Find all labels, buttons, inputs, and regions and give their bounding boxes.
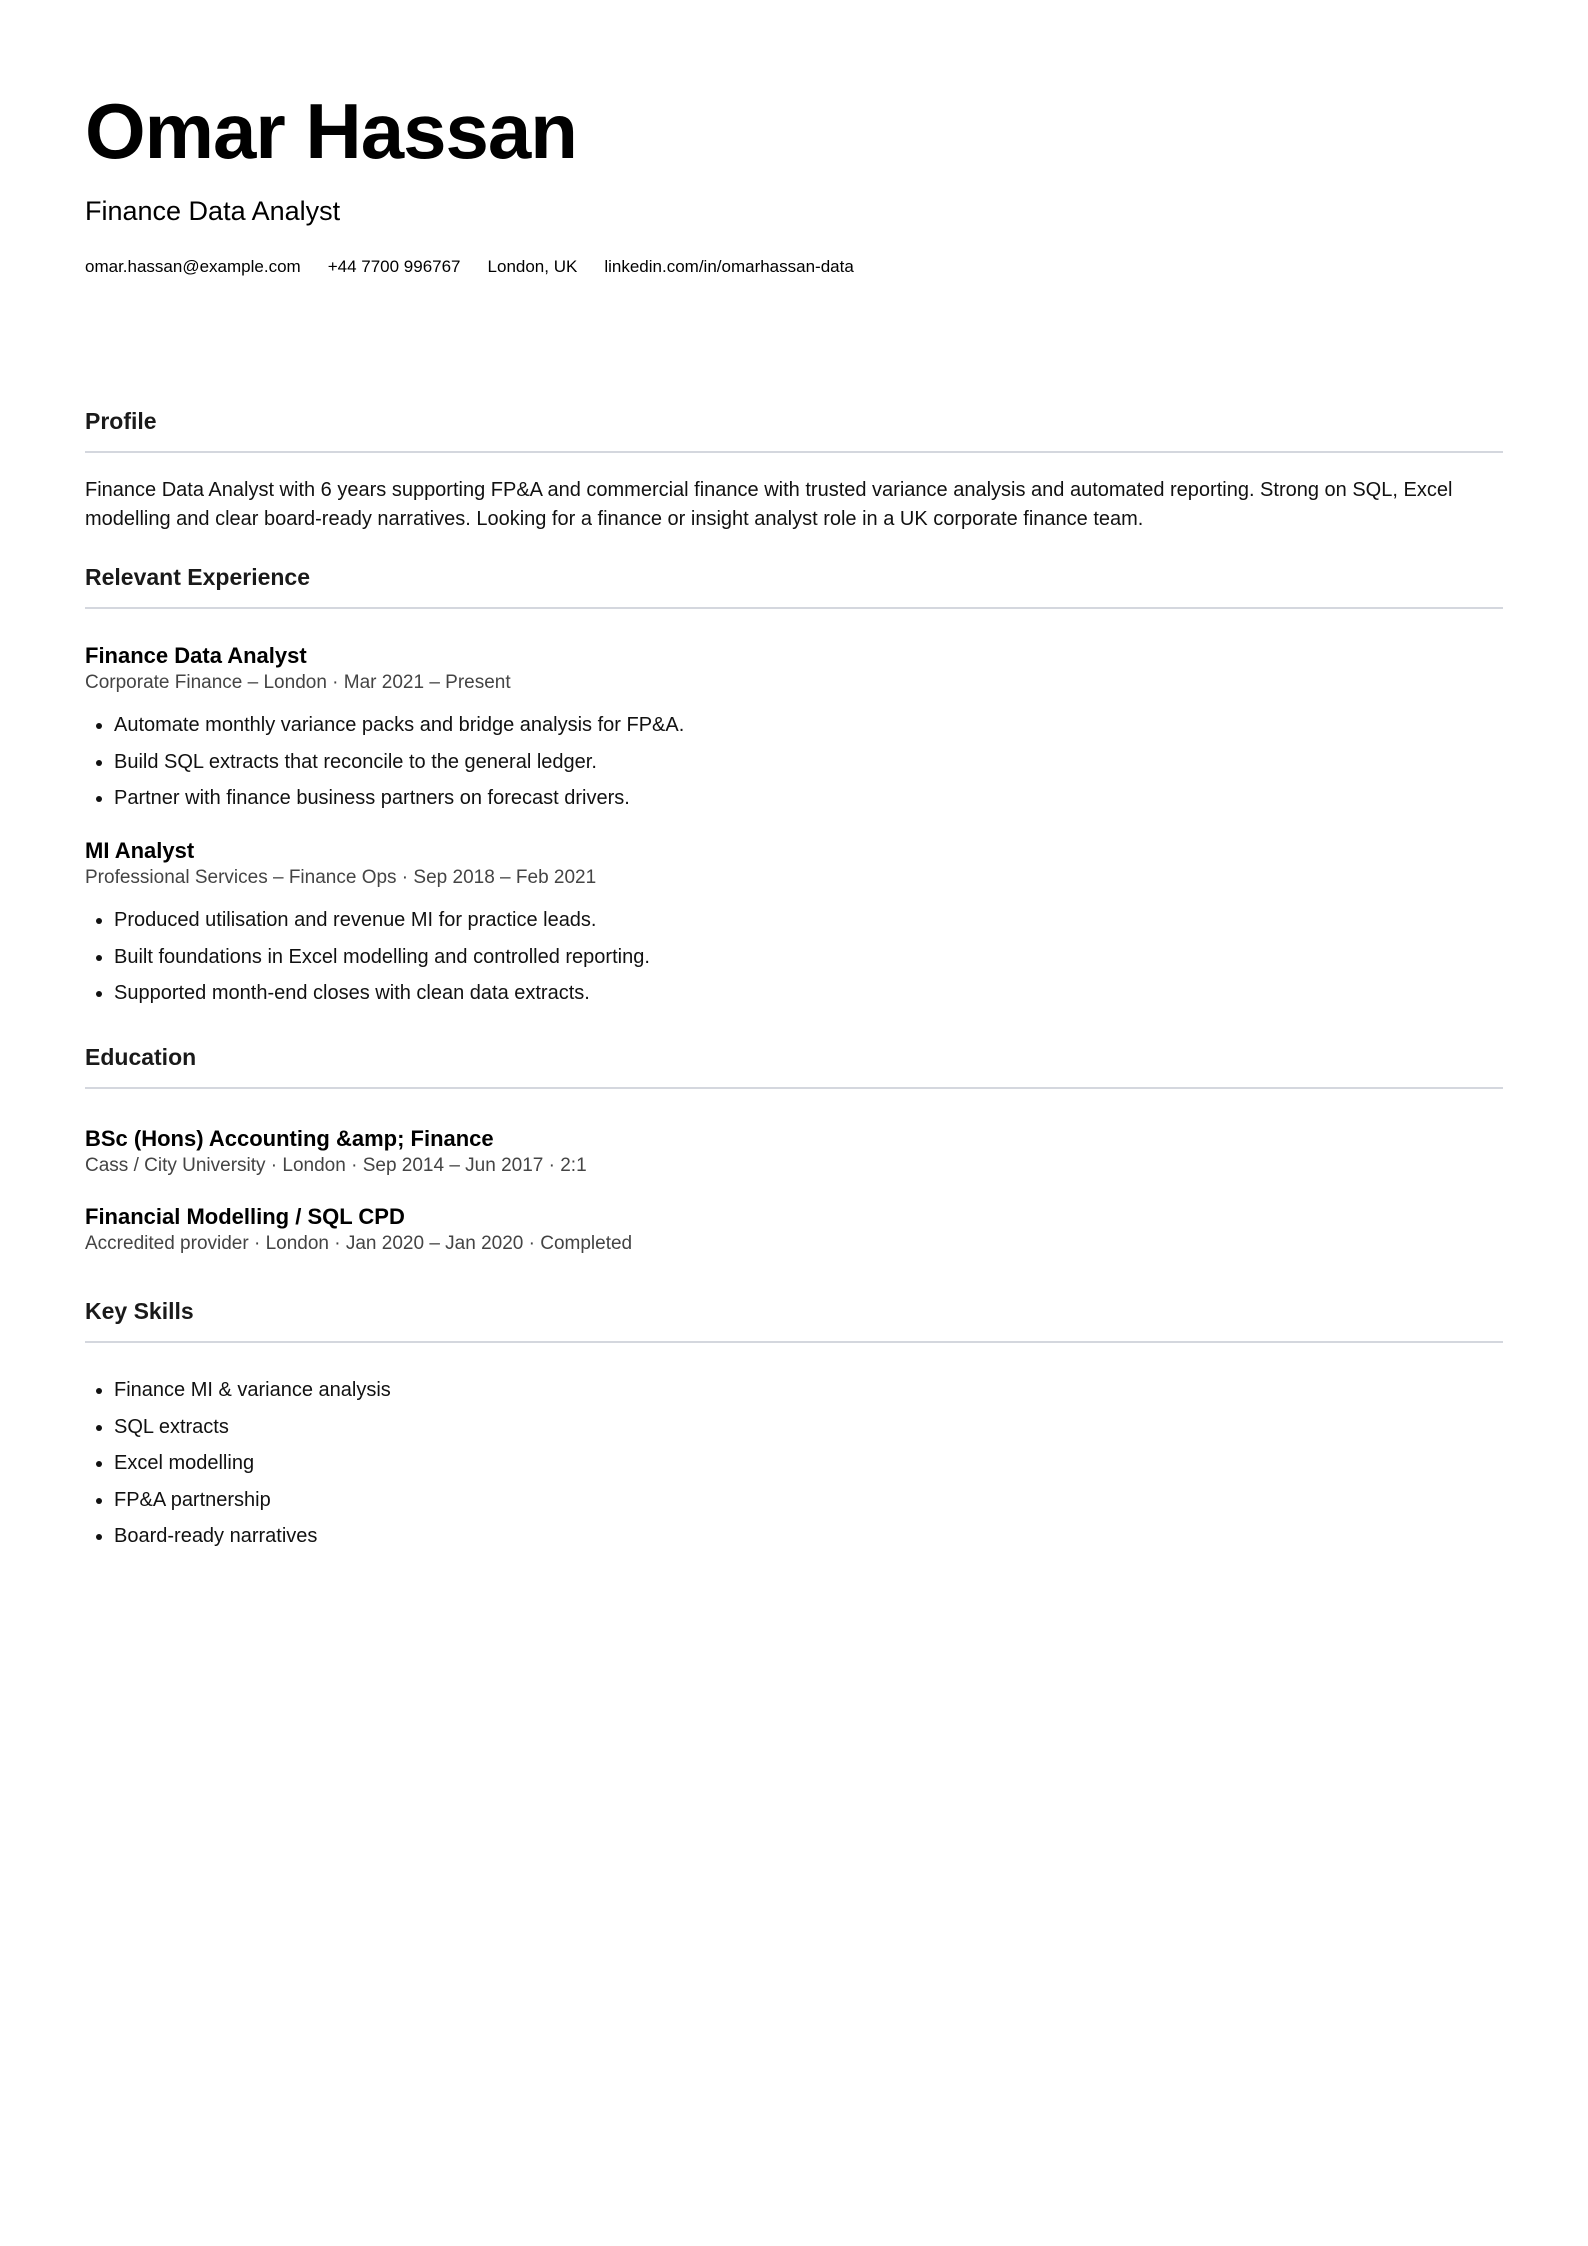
list-item: • Automate monthly variance packs and bridge analysis for FP&A. bbox=[114, 707, 684, 744]
education-entry bbox=[85, 1126, 587, 1177]
job-entry bbox=[85, 838, 650, 1012]
job-title: Finance Data Analyst bbox=[85, 643, 307, 668]
education-meta: Cass / City University · London · Sep 2014 – Jun 2017 · 2:1 bbox=[85, 1155, 587, 1176]
job-meta: Corporate Finance – London · Mar 2021 – Present bbox=[85, 672, 511, 693]
list-item: • Built foundations in Excel modelling and controlled reporting. bbox=[114, 939, 650, 976]
section-divider bbox=[85, 451, 1503, 453]
job-bullets bbox=[85, 902, 650, 1012]
skill-item: • SQL extracts bbox=[114, 1409, 1503, 1446]
contact-linkedin[interactable]: linkedin.com/in/omarhassan-data bbox=[604, 257, 854, 276]
contact-phone[interactable]: +44 7700 996767 bbox=[327, 257, 461, 276]
education-entry bbox=[85, 1204, 632, 1255]
list-item: • Partner with finance business partners on forecast drivers. bbox=[114, 780, 684, 817]
contact-email[interactable]: omar.hassan@example.com bbox=[85, 257, 301, 276]
education-title: BSc (Hons) Accounting &amp; Finance bbox=[85, 1126, 494, 1151]
list-item: • Supported month-end closes with clean data extracts. bbox=[114, 975, 650, 1012]
section-title-education: Education bbox=[85, 1044, 197, 1070]
skill-item: • FP&A partnership bbox=[114, 1482, 1503, 1519]
section-title-experience: Relevant Experience bbox=[85, 564, 311, 590]
skills-list bbox=[85, 1372, 1503, 1555]
contact-line bbox=[85, 257, 854, 277]
section-divider bbox=[85, 1087, 1503, 1089]
section-divider bbox=[85, 607, 1503, 609]
section-title-skills: Key Skills bbox=[85, 1298, 194, 1324]
list-item: • Produced utilisation and revenue MI for practice leads. bbox=[114, 902, 650, 939]
skills-section bbox=[85, 1298, 1503, 1555]
skill-item: • Excel modelling bbox=[114, 1445, 1503, 1482]
job-bullets bbox=[85, 707, 684, 817]
skill-item: • Finance MI & variance analysis bbox=[114, 1372, 1503, 1409]
contact-location: London, UK bbox=[487, 257, 578, 276]
education-meta: Accredited provider · London · Jan 2020 – Jan 2020 · Completed bbox=[85, 1233, 633, 1254]
job-meta: Professional Services – Finance Ops · Sep 2018 – Feb 2021 bbox=[85, 867, 597, 888]
education-section bbox=[85, 1044, 1503, 1254]
profile-section bbox=[85, 408, 1503, 534]
section-divider bbox=[85, 1341, 1503, 1343]
candidate-name: Omar Hassan bbox=[85, 87, 577, 175]
education-title: Financial Modelling / SQL CPD bbox=[85, 1204, 405, 1229]
skill-item: • Board-ready narratives bbox=[114, 1518, 1503, 1555]
candidate-role: Finance Data Analyst bbox=[85, 196, 341, 226]
job-entry bbox=[85, 643, 684, 817]
experience-section bbox=[85, 564, 1503, 1004]
section-title-profile: Profile bbox=[85, 408, 157, 434]
list-item: • Build SQL extracts that reconcile to the general ledger. bbox=[114, 744, 684, 781]
job-title: MI Analyst bbox=[85, 838, 195, 863]
profile-summary: Finance Data Analyst with 6 years supporting FP&A and commercial finance with trusted variance analysis and automated reporting. Strong on SQL, Excel modelling and clear board-ready narratives. Looking for a finance or insight analyst role in a UK corporate finance team. bbox=[85, 479, 1453, 530]
